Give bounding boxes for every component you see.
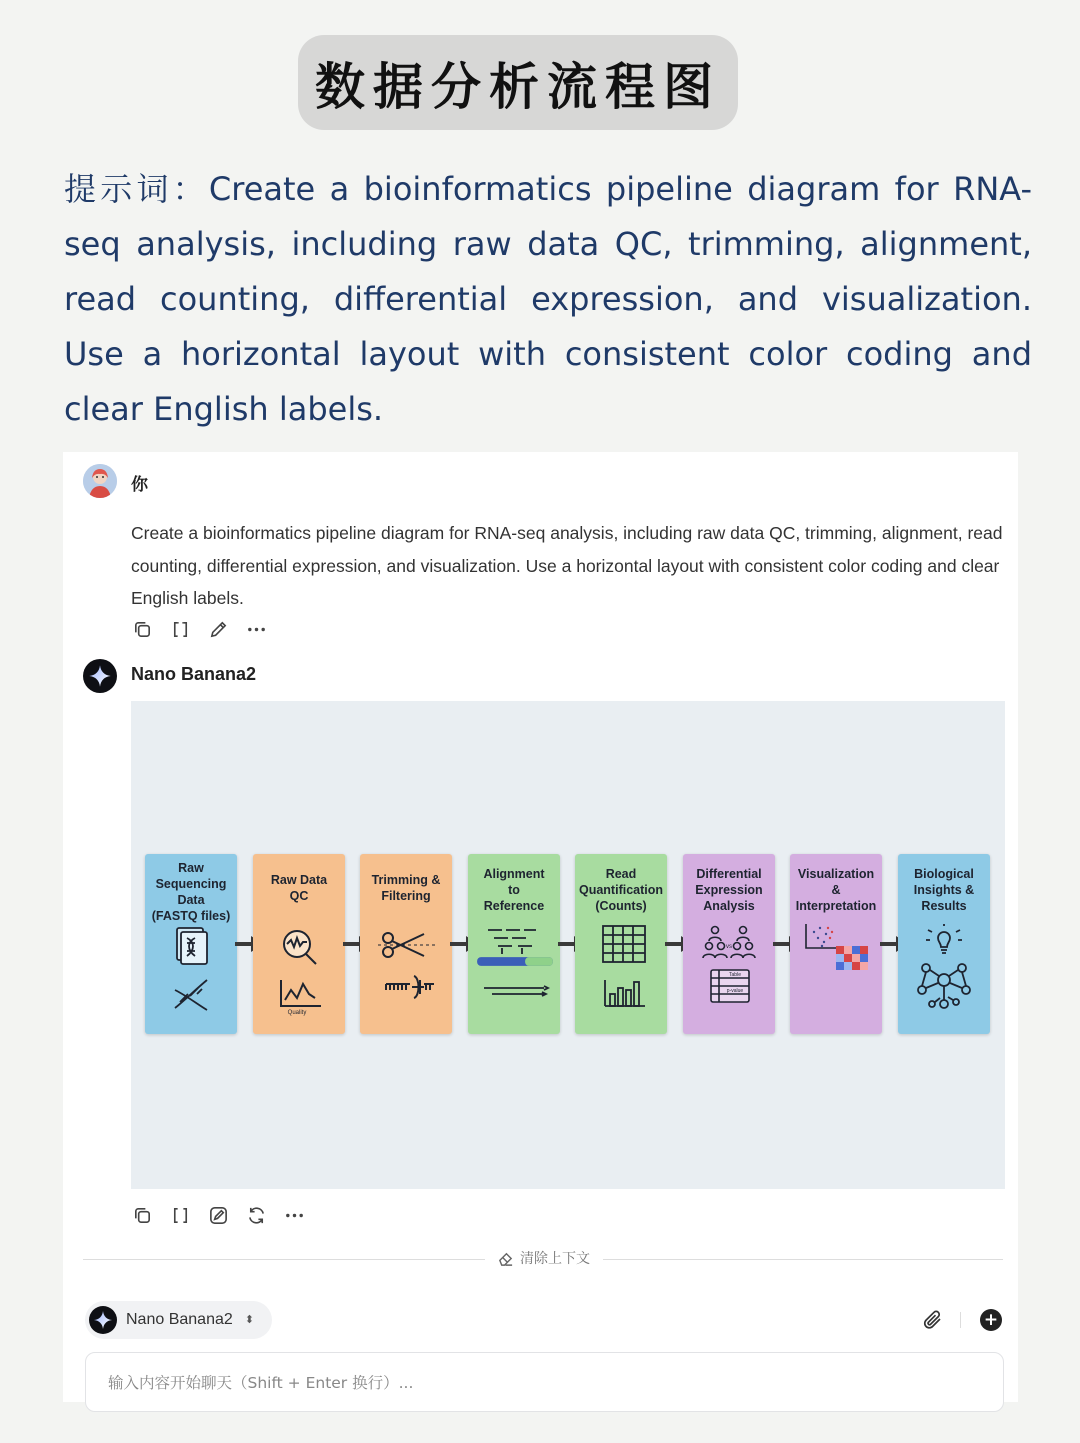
pipeline-stage [253,854,345,1034]
pipeline-stage [683,854,775,1034]
divider-line-left [83,1259,485,1260]
image-edit-icon[interactable] [207,1204,229,1226]
clear-context-label: 清除上下文 [520,1251,590,1267]
model-selector[interactable] [85,1301,272,1339]
copy-icon[interactable] [131,618,153,640]
eraser-icon [497,1250,514,1267]
add-button[interactable] [980,1309,1002,1331]
groups-icon [683,924,775,1028]
sparkle-logo-icon [87,663,113,689]
stage-label: Read Quantification (Counts) [578,867,664,913]
pipeline-stage [468,854,560,1034]
volcano-heatmap-icon [790,924,882,1028]
chat-input[interactable] [108,1371,968,1401]
bot-avatar [83,659,117,693]
generated-image[interactable] [131,701,1005,1189]
magnifier-icon [253,924,345,1028]
pipeline-stage [360,854,452,1034]
more-icon[interactable] [283,1204,305,1226]
toolbar-separator [960,1312,961,1328]
prompt-label: 提示词： [64,170,209,208]
banner-title: 数据分析流程图 [315,57,721,116]
pipeline-stage [575,854,667,1034]
clear-context-button[interactable] [497,1248,590,1268]
copy-icon[interactable] [131,1204,153,1226]
more-icon[interactable] [245,618,267,640]
regenerate-icon[interactable] [245,1204,267,1226]
divider-line-right [603,1259,1003,1260]
vs-label: vs [726,944,732,950]
stage-label: Biological Insights & Results [913,867,975,913]
bot-name: Nano Banana2 [131,664,257,684]
bot-message-actions [131,1204,305,1226]
table-label: Table [729,972,741,978]
pipeline-stage [898,854,990,1034]
chevron-updown-icon: ⬍ [244,1313,254,1326]
pipeline-diagram [145,854,991,1036]
prompt-paragraph [64,162,1032,437]
lightbulb-network-icon [898,924,990,1028]
pvalue-label: p-value [726,988,744,994]
quote-icon[interactable] [169,618,191,640]
stage-label: Alignment to Reference [483,867,545,913]
chat-input-box[interactable] [85,1352,1004,1412]
stage-label: Differential Expression Analysis [695,867,763,913]
context-divider [83,1248,1003,1272]
paperclip-icon [921,1308,945,1332]
plus-icon: + [983,1310,999,1330]
alignment-icon [468,924,560,1028]
user-name: 你 [131,475,148,495]
stage-label: Visualization & Interpretation [795,867,877,913]
count-table-icon [575,924,667,1028]
sparkle-logo-icon [89,1306,117,1334]
dna-files-icon [145,924,237,1028]
avatar[interactable] [83,464,117,498]
chat-window [63,452,1018,1402]
edit-icon[interactable] [207,618,229,640]
quote-icon[interactable] [169,1204,191,1226]
stage-label: Raw Data QC [270,873,328,903]
model-label: Nano Banana2 [126,1311,233,1328]
prompt-text: Create a bioinformatics pipeline diagram for RNA-seq analysis, including raw data QC, trimming, alignment, read counting, differential expression, and visualization. Use a horizontal layout with consistent color coding and clear English labels. [64,170,1032,428]
stage-label: Trimming & Filtering [371,873,441,903]
user-message-actions [131,618,267,640]
title-banner [298,35,738,130]
attachment-button[interactable] [921,1308,945,1332]
quality-axis-label: Quality [287,1010,307,1016]
user-message-text: Create a bioinformatics pipeline diagram for RNA-seq analysis, including raw data QC, trimming, alignment, read counting, differential expression, and visualization. Use a horizontal layout with consistent color coding and clear English labels. [131,523,1003,608]
scissors-icon [360,924,452,1028]
stage-label: Raw Sequencing Data (FASTQ files) [151,861,231,923]
pipeline-stage [145,854,237,1034]
pipeline-stage [790,854,882,1034]
